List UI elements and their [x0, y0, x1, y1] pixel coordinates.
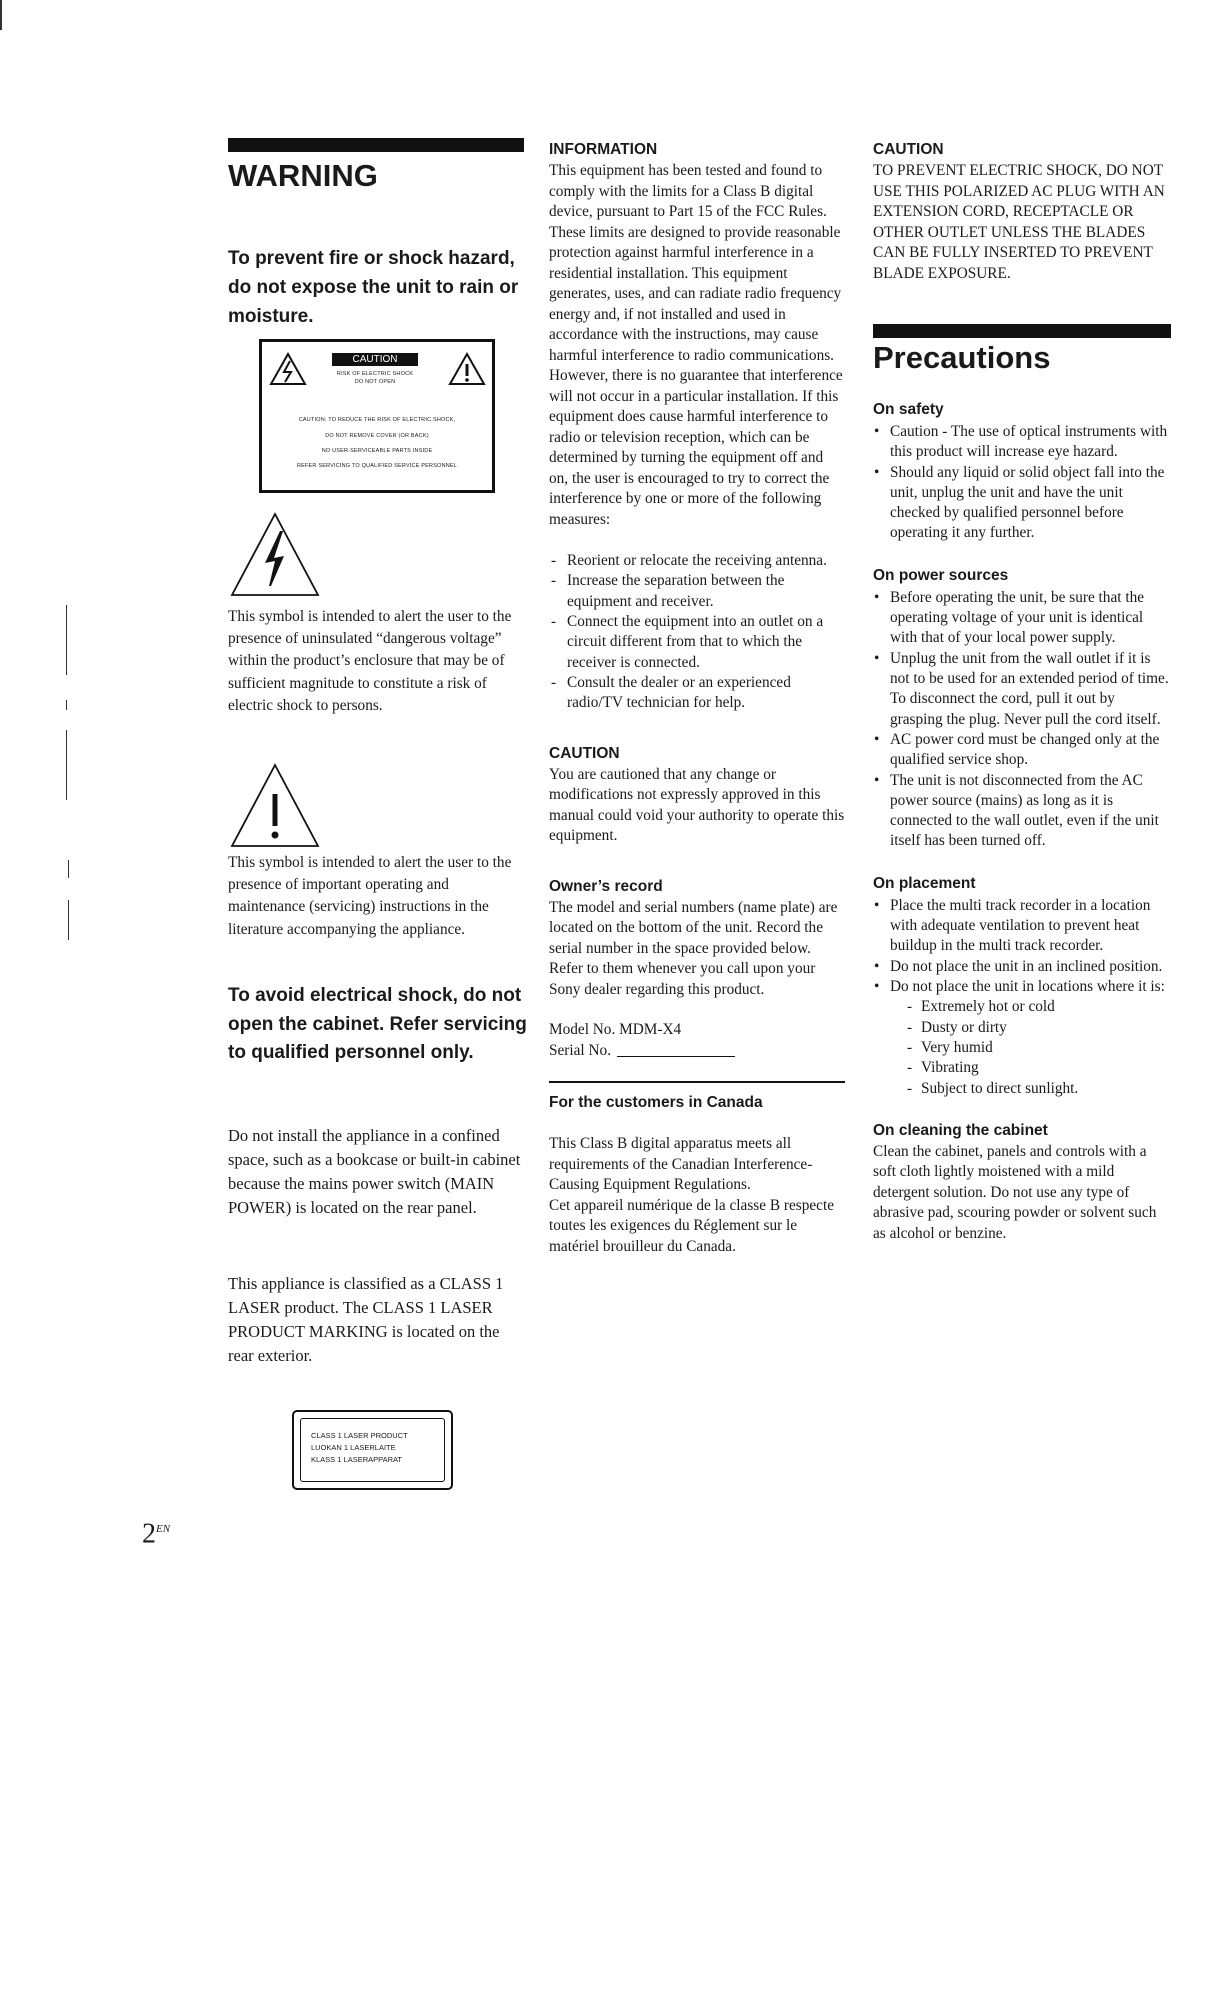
caution-plug-text: TO PREVENT ELECTRIC SHOCK, DO NOT USE THIS POLARIZED AC PLUG WITH AN EXTENSION CORD, RECEPTACLE OR OTHER OUTLET UNLESS THE BLADES CAN BE FULLY INSERTED TO PREVENT BLADE EXPOSURE. [873, 162, 1165, 282]
caution-label-line: RISK OF ELECTRIC SHOCK [336, 371, 414, 377]
install-text: Do not install the appliance in a confined space, such as a bookcase or built-in cabinet because the mains power switch (MAIN POWER) is located on the rear panel. [228, 1126, 521, 1217]
laser-label-line: CLASS 1 LASER PRODUCT [311, 1431, 408, 1440]
exclamation-icon [448, 352, 486, 386]
list-item: - Connect the equipment into an outlet on a circuit different from that to which the receiver is connected. [549, 612, 845, 673]
laser-label-inner [300, 1418, 445, 1482]
canada-heading: For the customers in Canada [549, 1094, 763, 1112]
list-item: • Place the multi track recorder in a location with adequate ventilation to prevent heat buildup in the multi track recorder. [873, 896, 1171, 957]
caution-label [259, 339, 495, 493]
canada-french: Cet appareil numérique de la classe B respecte toutes les exigences du Réglement sur le matériel brouilleur du Canada. [549, 1196, 834, 1255]
page-number-value: 2 [142, 1518, 156, 1550]
scan-mark [66, 605, 67, 675]
safety-heading: On safety [873, 400, 944, 418]
list-item: • Do not place the unit in locations where it is: [873, 977, 1171, 997]
power-heading: On power sources [873, 566, 1009, 584]
information-heading: INFORMATION [549, 141, 658, 158]
warning-column [228, 138, 524, 331]
owners-record-heading: Owner’s record [549, 877, 663, 895]
exclamation-symbol-text: This symbol is intended to alert the user to the presence of important operating and maintenance (servicing) instructions in the literature accompanying the appliance. [228, 854, 512, 938]
laser-label-line: LUOKAN 1 LASERLAITE [311, 1443, 396, 1452]
caution-fcc-heading: CAUTION [549, 744, 620, 762]
list-item: - Subject to direct sunlight. [907, 1079, 1171, 1099]
list-item: • AC power cord must be changed only at the qualified service shop. [873, 730, 1171, 771]
scan-mark [66, 700, 67, 710]
scan-mark [0, 0, 2, 30]
warning-triangle-icon [269, 352, 307, 386]
placement-heading: On placement [873, 874, 976, 892]
safety-list [873, 422, 1171, 544]
list-item: - Dusty or dirty [907, 1018, 1171, 1038]
list-item: - Extremely hot or cold [907, 997, 1171, 1017]
list-item: - Very humid [907, 1038, 1171, 1058]
cleaning-text: Clean the cabinet, panels and controls with a soft cloth lightly moistened with a mild detergent solution. Do not use any type of abrasive pad, scouring powder or solvent such as alcohol or benzine. [873, 1142, 1157, 1242]
shock-warning: To avoid electrical shock, do not open the cabinet. Refer servicing to qualified personnel only. [228, 985, 527, 1063]
information-column [549, 140, 845, 1257]
list-item: • Do not place the unit in an inclined position. [873, 957, 1171, 977]
cleaning-heading: On cleaning the cabinet [873, 1121, 1048, 1139]
caution-label-line: CAUTION: TO REDUCE THE RISK OF ELECTRIC SHOCK, [298, 417, 456, 423]
list-item: • Caution - The use of optical instruments with this product will increase eye hazard. [873, 422, 1171, 463]
page-number [142, 1514, 170, 1549]
measures-list [549, 551, 845, 713]
scan-mark [68, 900, 69, 940]
information-paragraph-2: These limits are designed to provide reasonable protection against harmful interference in a residential installation. This equipment generates, uses, and can radiate radio frequency energy and, if not installed and used in accordance with the instructions, may cause harmful interference to radio communications. However, there is no guarantee that interference will not occur in a particular installation. If this equipment does cause harmful interference to radio or television reception, which can be determined by turning the equipment off and on, the user is encouraged to try to correct the interference by one or more of the following measures: [549, 223, 843, 528]
list-item: • Should any liquid or solid object fall into the unit, unplug the unit and have the unit checked by qualified personnel before operating it any further. [873, 463, 1171, 544]
scan-mark [68, 860, 69, 878]
caution-plug-heading: CAUTION [873, 141, 944, 158]
list-item: • Before operating the unit, be sure that the operating voltage of your unit is identical with that of your local power supply. [873, 588, 1171, 649]
list-item: - Consult the dealer or an experienced radio/TV technician for help. [549, 673, 845, 714]
scan-mark [66, 730, 67, 800]
laser-text: This appliance is classified as a CLASS 1 LASER product. The CLASS 1 LASER PRODUCT MARKING is located on the rear exterior. [228, 1274, 504, 1365]
caution-label-heading: CAUTION [332, 353, 418, 366]
model-number: Model No. MDM-X4 [549, 1021, 682, 1039]
lightning-triangle-icon [229, 511, 321, 599]
precautions-column [873, 140, 1171, 1244]
canada-english: This Class B digital apparatus meets all requirements of the Canadian Interference-Causing Equipment Regulations. [549, 1135, 813, 1194]
serial-number-label: Serial No. [549, 1041, 612, 1059]
heading-rule [228, 138, 524, 152]
list-item: • Unplug the unit from the wall outlet if it is not to be used for an extended period of time. To disconnect the cord, pull it out by grasping the plug. Never pull the cord itself. [873, 649, 1171, 730]
serial-number-blank [617, 1056, 735, 1057]
caution-fcc-text: You are cautioned that any change or modifications not expressly approved in this manual could void your authority to operate this equipment. [549, 765, 845, 845]
heading-rule [873, 324, 1171, 338]
canada-rule [549, 1081, 845, 1083]
locations-list [873, 997, 1171, 1098]
warning-title: WARNING [228, 158, 378, 193]
fire-warning: To prevent fire or shock hazard, do not expose the unit to rain or moisture. [228, 247, 519, 327]
list-item: • The unit is not disconnected from the AC power source (mains) as long as it is connected to the wall outlet, even if the unit itself has been turned off. [873, 771, 1171, 852]
owners-record-text: The model and serial numbers (name plate) are located on the bottom of the unit. Record the serial number in the space provided below. Refer to them whenever you call upon your Sony dealer regarding this product. [549, 898, 838, 998]
exclamation-triangle-icon [229, 762, 321, 850]
placement-list [873, 896, 1171, 997]
voltage-symbol-text: This symbol is intended to alert the user to the presence of uninsulated “dangerous voltage” within the product’s enclosure that may be of sufficient magnitude to constitute a risk of electric shock to persons. [228, 608, 512, 714]
list-item: - Vibrating [907, 1058, 1171, 1078]
laser-label-line: KLASS 1 LASERAPPARAT [311, 1455, 403, 1464]
caution-label-line: REFER SERVICING TO QUALIFIED SERVICE PERSONNEL [296, 463, 458, 469]
caution-label-line: NO USER-SERVICEABLE PARTS INSIDE [321, 448, 433, 454]
laser-label [292, 1410, 453, 1490]
power-list [873, 588, 1171, 852]
list-item: - Reorient or relocate the receiving antenna. [549, 551, 845, 571]
caution-label-line: DO NOT OPEN [354, 379, 396, 385]
precautions-title: Precautions [873, 340, 1051, 376]
page-number-suffix: EN [156, 1523, 171, 1535]
caution-label-line: DO NOT REMOVE COVER (OR BACK) [325, 433, 429, 439]
information-paragraph-1: This equipment has been tested and found to comply with the limits for a Class B digital device, pursuant to Part 15 of the FCC Rules. [549, 162, 827, 221]
serial-number-row [549, 1041, 845, 1062]
list-item: - Increase the separation between the equipment and receiver. [549, 571, 845, 612]
